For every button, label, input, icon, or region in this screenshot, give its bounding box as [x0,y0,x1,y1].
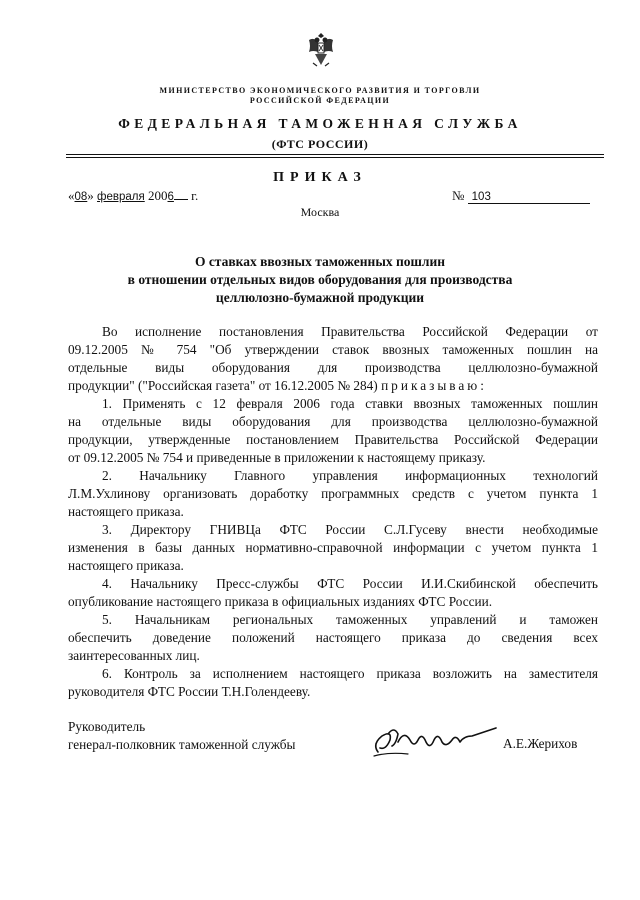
body-line: 6. Контроль за исполнением настоящего приказа возложить на заместителя [102,666,598,681]
signatory-position-line1: Руководитель [68,719,146,734]
date-month: февраля [97,191,145,203]
body-line: настоящего приказа. [68,504,184,519]
body-line: 1. Применять с 12 февраля 2006 года ставки ввозных таможенных пошлин [102,396,598,411]
signatory-position-line2: генерал-полковник таможенной службы [68,737,296,752]
body-line [68,377,598,395]
body-line: 2. Начальнику Главного управления информационных технологий [102,468,598,483]
body-line: Во исполнение постановления Правительства Российской Федерации от [102,324,598,339]
body-line: 3. Директору ГНИВЦа ФТС России С.Л.Гусеву внести необходимые [102,522,598,537]
body-line: 09.12.2005 № 754 "Об утверждении ставок ввозных таможенных пошлин на [68,342,598,357]
date-year-suffix: г. [191,188,199,203]
body-line: обеспечить доведение положений настоящего приказа до сведения всех [68,630,598,645]
date-year-blank [174,189,188,200]
body-line: на отдельные виды оборудования для производства целлюлозно-бумажной [68,414,598,429]
document-body [68,323,598,701]
date-year-digit: 6 [167,191,174,203]
body-line: опубликование настоящего приказа в официальных изданиях ФТС России. [68,594,493,609]
ministry-name-line1: МИНИСТЕРСТВО ЭКОНОМИЧЕСКОГО РАЗВИТИЯ И ТОРГОВЛИ [159,86,481,95]
body-line: 5. Начальникам региональных таможенных управлений и таможен [102,612,598,627]
header-divider-thin [66,157,604,158]
body-line: Л.М.Ухлинову организовать доработку программных средств с учетом пункта 1 [68,486,598,501]
body-line: отдельные виды оборудования для производства целлюлозно-бумажной [68,360,598,375]
signatory-name: А.Е.Жерихов [503,736,578,751]
date-year-prefix: 200 [148,188,168,203]
body-line-start: продукции" ("Российская газета" от 16.12.2005 № 284) [68,378,378,393]
document-title-line3: целлюлозно-бумажной продукции [215,290,425,305]
order-number-value: 103 [468,191,590,204]
order-number [452,188,590,204]
service-name: ФЕДЕРАЛЬНАЯ ТАМОЖЕННАЯ СЛУЖБА [118,116,522,131]
order-verb: приказываю: [381,378,487,393]
date-open-quote: « [68,188,75,203]
header-divider-thick [66,154,604,155]
body-line: руководителя ФТС России Т.Н.Голендееву. [68,684,311,699]
order-city: Москва [300,205,340,219]
order-number-label: № [452,188,465,203]
body-line: настоящего приказа. [68,558,184,573]
order-title: ПРИКАЗ [273,170,367,185]
document-title [60,253,580,307]
document-title-line1: О ставках ввозных таможенных пошлин [194,254,446,269]
document-title-line2: в отношении отдельных видов оборудования для производства [127,272,513,287]
handwritten-signature [368,722,500,762]
order-date [68,188,198,204]
date-close-quote: » [87,188,94,203]
body-line: изменения в базы данных нормативно-справочной информации с учетом пункта 1 [68,540,598,555]
body-line: 4. Начальнику Пресс-службы ФТС России И.И.Скибинской обеспечить [102,576,598,591]
body-line: заинтересованных лиц. [68,648,200,663]
coat-of-arms-icon [306,30,336,70]
body-line: продукции, утвержденные постановлением Правительства Российской Федерации [68,432,598,447]
service-abbreviation: (ФТС РОССИИ) [271,137,369,151]
date-day: 08 [74,191,88,203]
ministry-name-line2: РОССИЙСКОЙ ФЕДЕРАЦИИ [249,96,391,105]
signatory-position [68,718,295,754]
body-line: от 09.12.2005 № 754 и приведенные в приложении к настоящему приказу. [68,450,486,465]
